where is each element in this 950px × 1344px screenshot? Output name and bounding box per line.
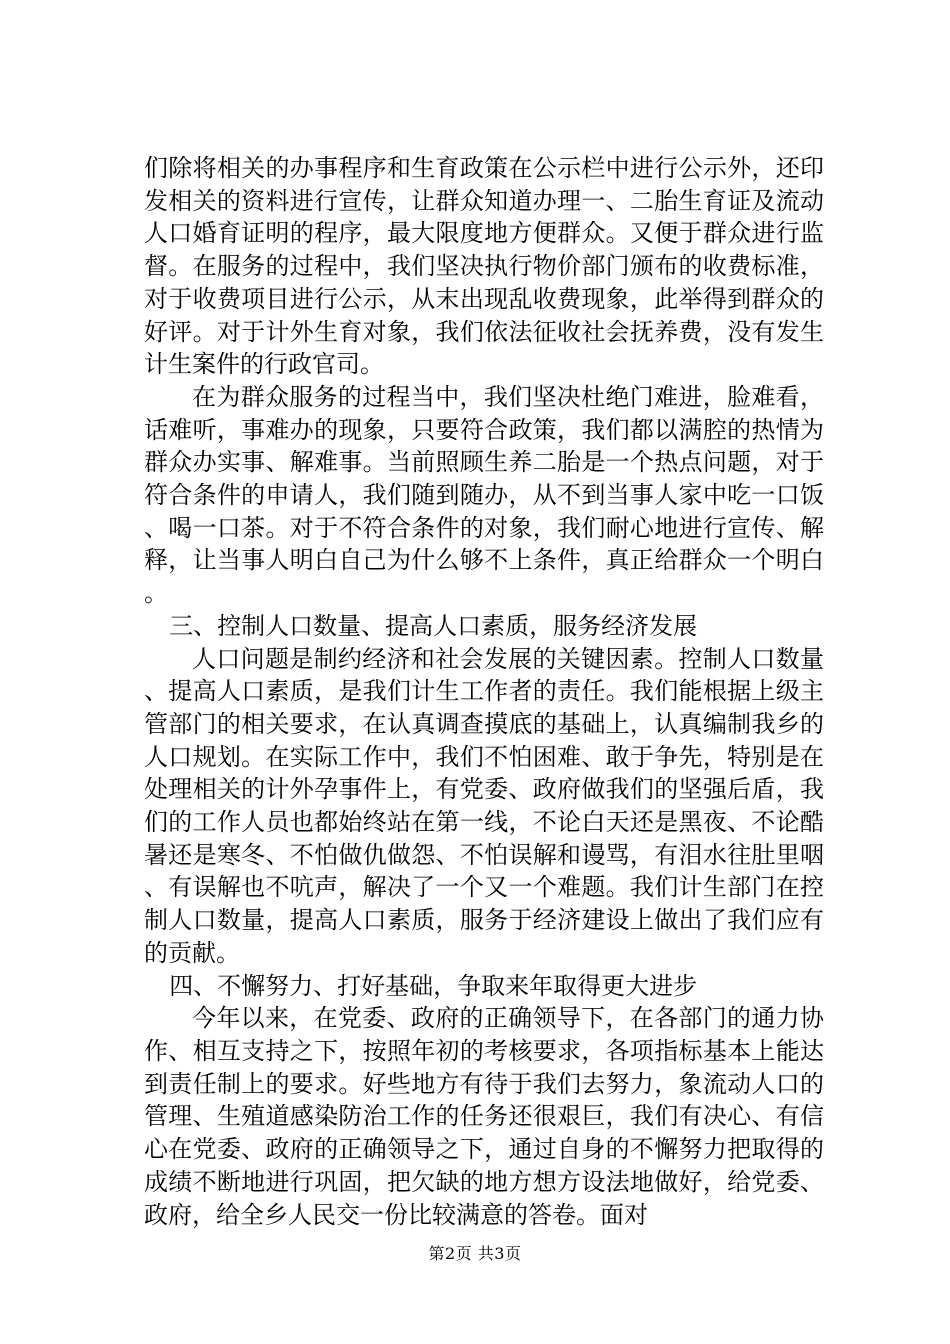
paragraph-service-attitude: 在为群众服务的过程当中，我们坚决杜绝门难进，脸难看，话难听，事难办的现象，只要符合政策，我们都以满腔的热情为群众办实事、解难事。当前照顾生养二胎是一个热点问题，对于符合条件的申请人，我们随到随办，从不到当事人家中吃一口饭、喝一口茶。对于不符合条件的对象，我们耐心地进行宣传、解释，让当事人明白自己为什么够不上条件，真正给群众一个明白。 [144,382,824,608]
section-heading-4: 四、不懈努力、打好基础，争取来年取得更大进步 [169,971,698,1000]
paragraph-continuation: 们除将相关的办事程序和生育政策在公示栏中进行公示外，还印发相关的资料进行宣传，让群众知道办理一、二胎生育证及流动人口婚育证明的程序，最大限度地方便群众。又便于群众进行监督。在服务的过程中，我们坚决执行物价部门颁布的收费标准，对于收费项目进行公示，从末出现乱收费现象，此举得到群众的好评。对于计外生育对象，我们依法征收社会抚养费，没有发生计生案件的行政官司。 [144,154,824,379]
section-heading-3: 三、控制人口数量、提高人口素质，服务经济发展 [169,611,698,640]
document-body [144,152,824,1231]
paragraph-population-control: 人口问题是制约经济和社会发展的关键因素。控制人口数量、提高人口素质，是我们计生工作者的责任。我们能根据上级主管部门的相关要求，在认真调查摸底的基础上，认真编制我乡的人口规划。在实际工作中，我们不怕困难、敢于争先，特别是在处理相关的计外孕事件上，有党委、政府做我们的坚强后盾，我们的工作人员也都始终站在第一线，不论白天还是黑夜、不论酷暑还是寒冬、不怕做仇做怨、不怕误解和谩骂，有泪水往肚里咽、有误解也不吭声，解决了一个又一个难题。我们计生部门在控制人口数量，提高人口素质，服务于经济建设上做出了我们应有的贡献。 [144,644,824,967]
paragraph-future-efforts: 今年以来，在党委、政府的正确领导下，在各部门的通力协作、相互支持之下，按照年初的考核要求，各项指标基本上能达到责任制上的要求。好些地方有待于我们去努力，象流动人口的管理、生殖道感染防治工作的任务还很艰巨，我们有决心、有信心在党委、政府的正确领导之下，通过自身的不懈努力把取得的成绩不断地进行巩固，把欠缺的地方想方设法地做好，给党委、政府，给全乡人民交一份比较满意的答卷。面对 [144,1004,824,1229]
page-number-footer: 第2页 共3页 [428,1244,522,1263]
